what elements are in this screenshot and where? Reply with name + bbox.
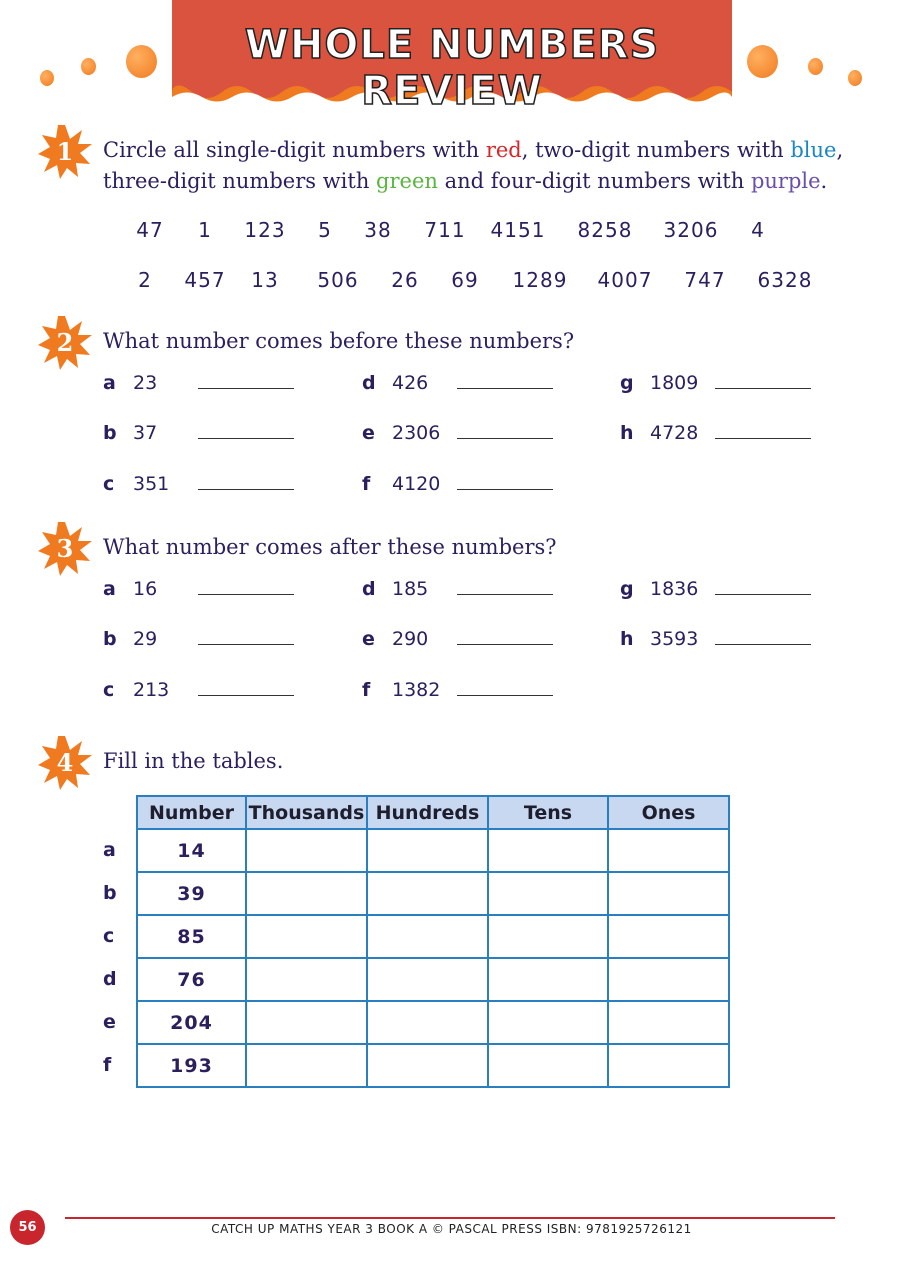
item-letter: g — [620, 372, 634, 394]
number-cell: 14 — [137, 829, 246, 872]
item-letter: a — [103, 578, 116, 600]
row-letter: f — [103, 1054, 112, 1076]
number-cell: 193 — [137, 1044, 246, 1087]
answer-item — [103, 578, 294, 600]
number-to-circle[interactable]: 123 — [244, 218, 286, 242]
answer-blank[interactable] — [198, 681, 294, 696]
header-number: Number — [137, 796, 246, 829]
table-row — [137, 829, 729, 872]
answer-item — [362, 578, 553, 600]
red-word: red — [485, 138, 522, 162]
item-letter: b — [103, 628, 117, 650]
item-value: 1836 — [650, 578, 699, 600]
answer-item — [103, 628, 294, 650]
item-letter: g — [620, 578, 634, 600]
number-to-circle[interactable]: 1 — [198, 218, 212, 242]
tens-cell[interactable] — [488, 1044, 608, 1087]
answer-blank[interactable] — [457, 424, 553, 439]
item-letter: e — [362, 628, 375, 650]
item-value: 185 — [392, 578, 429, 600]
question-2-text: What number comes before these numbers? — [103, 329, 575, 353]
tens-cell[interactable] — [488, 958, 608, 1001]
question-number: 3 — [56, 534, 74, 563]
answer-item — [103, 679, 294, 701]
decorative-dot — [848, 70, 862, 86]
decorative-dot — [808, 58, 823, 75]
row-letter: e — [103, 1011, 116, 1033]
decorative-dot — [40, 70, 54, 86]
item-value: 23 — [133, 372, 158, 394]
number-cell: 39 — [137, 872, 246, 915]
answer-blank[interactable] — [715, 374, 811, 389]
answer-blank[interactable] — [198, 630, 294, 645]
number-to-circle[interactable]: 4151 — [490, 218, 546, 242]
thousands-cell[interactable] — [246, 915, 367, 958]
tens-cell[interactable] — [488, 829, 608, 872]
item-value: 290 — [392, 628, 429, 650]
ones-cell[interactable] — [608, 829, 729, 872]
question-4-text: Fill in the tables. — [103, 749, 284, 773]
answer-item — [620, 578, 811, 600]
item-letter: a — [103, 372, 116, 394]
answer-blank[interactable] — [457, 681, 553, 696]
number-to-circle[interactable]: 38 — [364, 218, 392, 242]
ones-cell[interactable] — [608, 915, 729, 958]
answer-item — [103, 422, 294, 444]
answer-item — [362, 679, 553, 701]
item-value: 351 — [133, 473, 170, 495]
question-1-text: Circle all single-digit numbers with red, two-digit numbers with blue, three-digit numbers with green and four-digit numbers with purple. — [103, 138, 844, 193]
item-letter: f — [362, 679, 371, 701]
green-word: green — [376, 169, 438, 193]
item-value: 2306 — [392, 422, 441, 444]
item-letter: e — [362, 422, 375, 444]
hundreds-cell[interactable] — [367, 915, 488, 958]
question-number: 4 — [56, 748, 74, 777]
footer-credits: CATCH UP MATHS YEAR 3 BOOK A © PASCAL PRESS ISBN: 9781925726121 — [211, 1222, 692, 1236]
item-letter: d — [362, 578, 376, 600]
item-value: 29 — [133, 628, 158, 650]
question-number: 2 — [56, 328, 74, 357]
thousands-cell[interactable] — [246, 1001, 367, 1044]
number-to-circle[interactable]: 457 — [184, 268, 226, 292]
question-1-badge — [38, 125, 92, 179]
item-letter: h — [620, 628, 634, 650]
number-cell: 204 — [137, 1001, 246, 1044]
item-value: 3593 — [650, 628, 699, 650]
number-to-circle[interactable]: 6328 — [757, 268, 813, 292]
item-value: 16 — [133, 578, 158, 600]
answer-blank[interactable] — [198, 580, 294, 595]
answer-blank[interactable] — [715, 424, 811, 439]
page-title: WHOLE NUMBERS REVIEW — [244, 22, 660, 114]
thousands-cell[interactable] — [246, 872, 367, 915]
item-value: 1382 — [392, 679, 441, 701]
number-cell: 85 — [137, 915, 246, 958]
item-letter: c — [103, 679, 115, 701]
table-row — [137, 872, 729, 915]
header-ones: Ones — [608, 796, 729, 829]
answer-item — [362, 473, 553, 495]
blue-word: blue — [790, 138, 837, 162]
row-letter: a — [103, 839, 116, 861]
number-to-circle[interactable]: 26 — [391, 268, 419, 292]
answer-item — [103, 372, 294, 394]
thousands-cell[interactable] — [246, 958, 367, 1001]
header-hundreds: Hundreds — [367, 796, 488, 829]
number-to-circle[interactable]: 1289 — [512, 268, 568, 292]
number-to-circle[interactable]: 2 — [138, 268, 152, 292]
answer-blank[interactable] — [198, 475, 294, 490]
tens-cell[interactable] — [488, 872, 608, 915]
item-letter: h — [620, 422, 634, 444]
row-letter: d — [103, 968, 117, 990]
table-row — [137, 1001, 729, 1044]
answer-blank[interactable] — [198, 374, 294, 389]
answer-item — [362, 422, 553, 444]
table-row — [137, 958, 729, 1001]
hundreds-cell[interactable] — [367, 829, 488, 872]
question-2-badge — [38, 316, 92, 370]
answer-blank[interactable] — [457, 580, 553, 595]
table-row — [137, 1044, 729, 1087]
hundreds-cell[interactable] — [367, 1044, 488, 1087]
row-letter: b — [103, 882, 117, 904]
thousands-cell[interactable] — [246, 1044, 367, 1087]
number-to-circle[interactable]: 3206 — [663, 218, 719, 242]
item-value: 37 — [133, 422, 158, 444]
answer-item — [362, 628, 553, 650]
answer-item — [362, 372, 553, 394]
decorative-dot — [81, 58, 96, 75]
question-3-badge — [38, 522, 92, 576]
item-value: 426 — [392, 372, 429, 394]
item-letter: f — [362, 473, 371, 495]
header-thousands: Thousands — [246, 796, 367, 829]
item-value: 1809 — [650, 372, 699, 394]
question-3-text: What number comes after these numbers? — [103, 535, 557, 559]
ones-cell[interactable] — [608, 1044, 729, 1087]
thousands-cell[interactable] — [246, 829, 367, 872]
page-number: 56 — [10, 1210, 45, 1245]
number-to-circle[interactable]: 13 — [251, 268, 279, 292]
tens-cell[interactable] — [488, 915, 608, 958]
row-letter: c — [103, 925, 115, 947]
answer-blank[interactable] — [198, 424, 294, 439]
hundreds-cell[interactable] — [367, 1001, 488, 1044]
number-to-circle[interactable]: 747 — [684, 268, 726, 292]
answer-blank[interactable] — [457, 475, 553, 490]
tens-cell[interactable] — [488, 1001, 608, 1044]
number-to-circle[interactable]: 4007 — [597, 268, 653, 292]
answer-blank[interactable] — [715, 630, 811, 645]
answer-blank[interactable] — [457, 630, 553, 645]
item-value: 4728 — [650, 422, 699, 444]
number-to-circle[interactable]: 47 — [136, 218, 164, 242]
answer-item — [103, 473, 294, 495]
number-to-circle[interactable]: 8258 — [577, 218, 633, 242]
purple-word: purple — [750, 169, 821, 193]
number-to-circle[interactable]: 5 — [318, 218, 332, 242]
question-4-badge — [38, 736, 92, 790]
answer-item — [620, 422, 811, 444]
place-value-table — [136, 795, 730, 1088]
number-to-circle[interactable]: 4 — [751, 218, 765, 242]
hundreds-cell[interactable] — [367, 872, 488, 915]
decorative-dot — [126, 45, 157, 78]
answer-item — [620, 372, 811, 394]
item-letter: c — [103, 473, 115, 495]
ones-cell[interactable] — [608, 958, 729, 1001]
hundreds-cell[interactable] — [367, 958, 488, 1001]
item-value: 4120 — [392, 473, 441, 495]
ones-cell[interactable] — [608, 872, 729, 915]
answer-blank[interactable] — [715, 580, 811, 595]
decorative-dot — [747, 45, 778, 78]
number-to-circle[interactable]: 506 — [317, 268, 359, 292]
item-letter: b — [103, 422, 117, 444]
ones-cell[interactable] — [608, 1001, 729, 1044]
item-letter: d — [362, 372, 376, 394]
table-row — [137, 915, 729, 958]
answer-item — [620, 628, 811, 650]
number-cell: 76 — [137, 958, 246, 1001]
number-to-circle[interactable]: 711 — [424, 218, 466, 242]
answer-blank[interactable] — [457, 374, 553, 389]
number-to-circle[interactable]: 69 — [451, 268, 479, 292]
item-value: 213 — [133, 679, 170, 701]
header-tens: Tens — [488, 796, 608, 829]
question-number: 1 — [56, 137, 74, 166]
footer-divider — [65, 1217, 835, 1219]
